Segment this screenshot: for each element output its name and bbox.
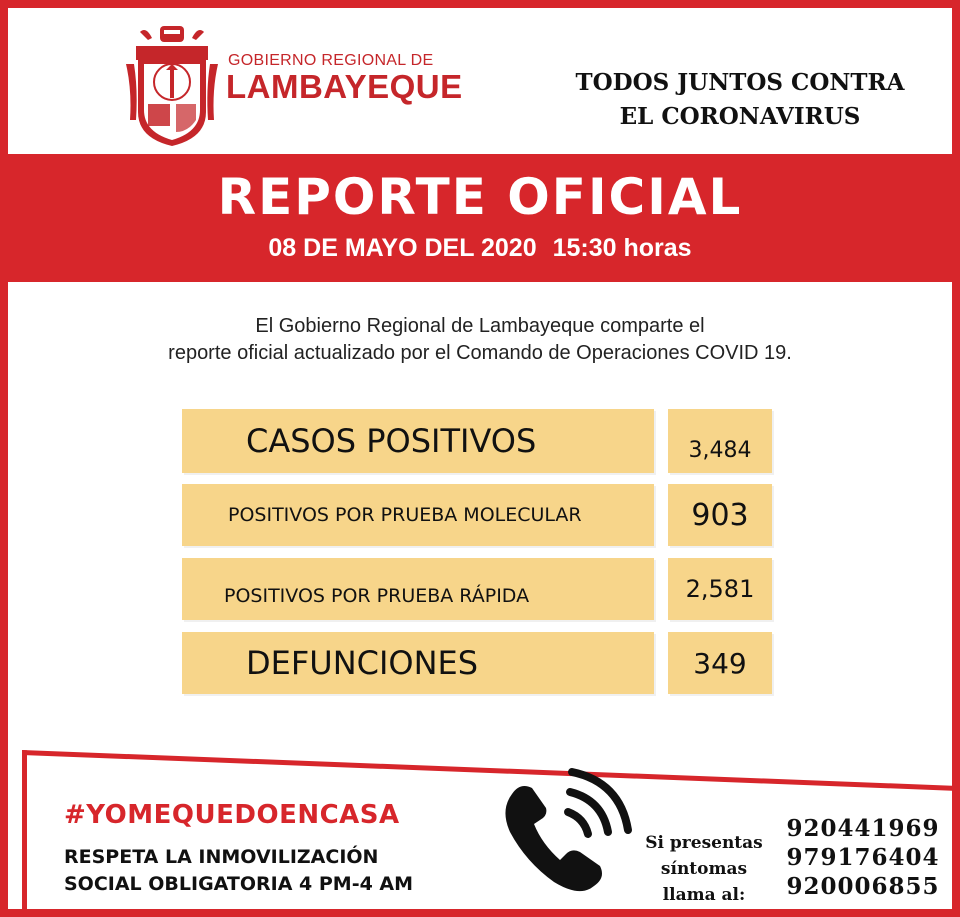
phone-number[interactable]: 920006855 <box>786 873 940 900</box>
curfew-notice-line2: SOCIAL OBLIGATORIA 4 PM-4 AM <box>64 873 414 895</box>
phone-numbers <box>778 814 948 901</box>
stat-value-prueba-molecular: 903 <box>668 484 772 546</box>
call-prompt-line2: síntomas <box>660 859 748 879</box>
slogan <box>550 66 930 134</box>
intro-line1: El Gobierno Regional de Lambayeque comparte el <box>255 315 705 337</box>
stat-label-defunciones: DEFUNCIONES <box>182 632 654 694</box>
call-prompt <box>624 830 784 908</box>
stat-value-defunciones: 349 <box>668 632 772 694</box>
stat-value-casos-positivos: 3,484 <box>668 409 772 473</box>
report-banner <box>8 154 952 282</box>
call-prompt-line3: llama al: <box>662 885 746 905</box>
curfew-notice <box>64 844 413 898</box>
intro-line2: reporte oficial actualizado por el Comando de Operaciones COVID 19. <box>168 342 792 364</box>
stat-value-prueba-rapida: 2,581 <box>668 558 772 620</box>
report-datetime <box>8 234 952 263</box>
stat-label-prueba-molecular: POSITIVOS POR PRUEBA MOLECULAR <box>182 484 654 546</box>
slogan-line2: EL CORONAVIRUS <box>619 103 861 130</box>
curfew-notice-line1: RESPETA LA INMOVILIZACIÓN <box>64 846 379 868</box>
phone-icon <box>490 760 640 909</box>
hashtag: #YOMEQUEDOENCASA <box>64 800 400 830</box>
stat-label-casos-positivos: CASOS POSITIVOS <box>182 409 654 473</box>
report-card <box>8 8 952 909</box>
report-title: REPORTE OFICIAL <box>217 168 743 226</box>
stat-label-prueba-rapida: POSITIVOS POR PRUEBA RÁPIDA <box>182 558 654 620</box>
report-date: 08 DE MAYO DEL 2020 <box>268 234 537 262</box>
report-time: 15:30 horas <box>552 234 692 262</box>
call-prompt-line1: Si presentas <box>645 833 763 853</box>
phone-number[interactable]: 979176404 <box>786 844 940 871</box>
org-name-line2: LAMBAYEQUE <box>226 68 463 105</box>
coat-of-arms-icon <box>122 20 222 150</box>
slogan-line1: TODOS JUNTOS CONTRA <box>575 69 905 96</box>
org-name-line1: GOBIERNO REGIONAL DE <box>228 52 434 69</box>
intro-text <box>8 313 952 367</box>
phone-number[interactable]: 920441969 <box>786 815 940 842</box>
